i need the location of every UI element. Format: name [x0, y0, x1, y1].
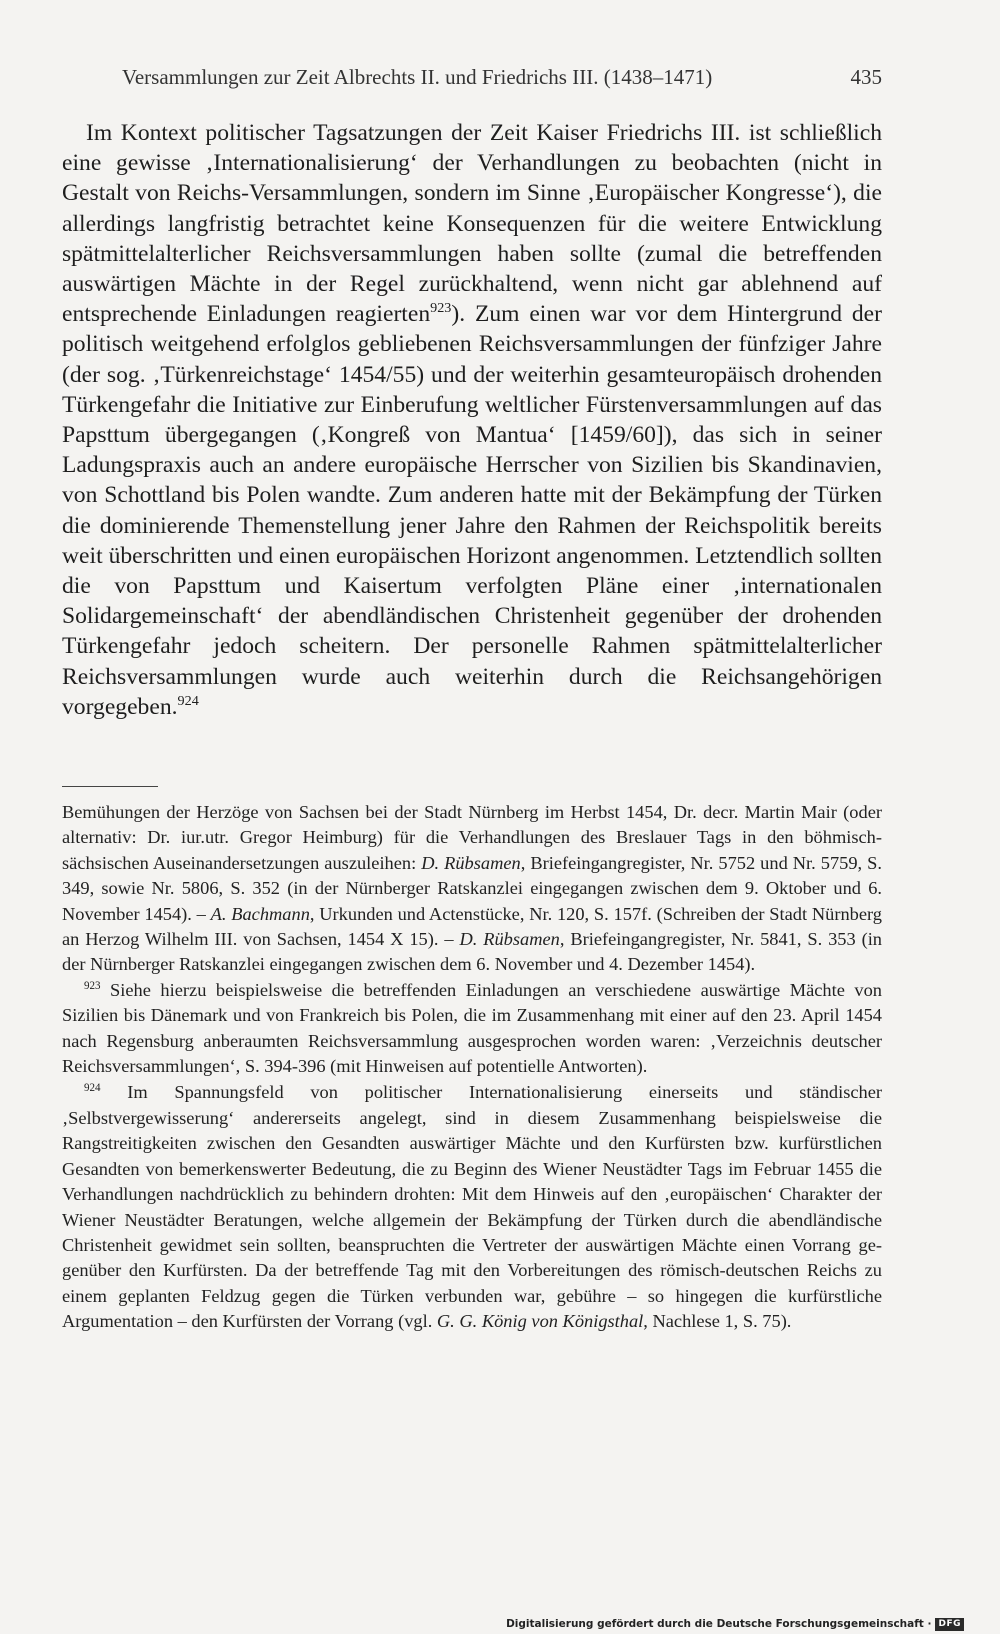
footnote-number: 923 — [84, 979, 101, 992]
main-text-part-2: ). Zum einen war vor dem Hintergrund der politisch weitgehend erfolglos gebliebenen Reichsversammlungen der fünfziger Jahre (der sog. ‚Türkenreichstage‘ 1454/55) und der weiterhin gesamteuropäisch drohenden Türkengefahr die Initiative zur Einberufung weltlicher Fürstenversammlungen auf das Papsttum übergegangen (‚Kongreß von Mantua‘ [1459/60]), das sich in seiner Ladungspraxis auch an andere europäische Herrscher von Sizilien bis Skandinavien, von Schottland bis Polen wandte. Zum anderen hatte mit der Bekämpfung der Türken die dominierende Themenstellung jener Jahre den Rahmen der Reichspolitik bereits weit überschritten und einen europäischen Horizont angenommen. Letztendlich sollten die von Papsttum und Kaisertum verfolgten Pläne einer ‚internationalen Solidargemeinschaft‘ der abendländischen Christenheit gegenüber der drohenden Türkengefahr jedoch scheitern. Der personelle Rahmen spätmittelalterlicher Reichsversammlungen wurde auch weiterhin durch die Reichsangehörigen vorgegeben. — [62, 301, 882, 720]
main-text-part-1: Im Kontext politischer Tagsatzungen der Zeit Kaiser Friedrichs III. ist schließlich eine gewisse ‚Internationalisierung‘ der Verhandlungen zu beobachten (nicht in Gestalt von Reichs-Versammlungen, sondern im Sinne ‚Europäischer Kongresse‘), die allerdings langfristig betrachtet keine Konsequenzen für die weitere Entwicklung spätmittelalterlicher Reichsversammlungen haben sollte (zumal die betreffenden auswärtigen Mächte in der Regel zurückhaltend, wenn nicht gar ablehnend auf entsprechende Einladungen reagierten — [62, 120, 882, 328]
footnote-ref-924: 924 — [177, 693, 199, 709]
author-ref: A. Bachmann — [210, 903, 310, 924]
footnote-text: Im Spannungsfeld von politischer Internationalisierung einerseits und ständischer ‚Selbstvergewisserung‘ andererseits angelegt, sind in diesem Zusammenhang beispielsweise die Rangstreitigkeiten zwischen den Gesandten auswärtiger Mächte und den Kurfürsten bzw. kurfürstlichen Gesandten von bemerkenswerter Bedeutung, die zu Beginn des Wiener Neustädter Tags im Februar 1455 die Verhandlungen nachdrücklich zu behindern drohten: Mit dem Hinweis auf den ‚europäischen‘ Charakter der Wiener Neustädter Beratungen, welche allgemein der Bekämpfung der Türken durch die abendländische Christenheit gewidmet sein sollten, beanspruchten die Vertreter der auswärtigen Mächte einen Vorrang gegenüber den Kurfürsten. Da der betreffende Tag mit den Vorbereitungen des römisch-deutschen Reichs zu einem geplanten Feldzug gegen die Türken verbunden war, gebühre – so hingegen die kurfürstliche Argumentation – den Kurfürsten der Vorrang (vgl. — [62, 1082, 882, 1332]
footnote-text: , Nachlese 1, S. 75). — [643, 1311, 792, 1332]
footnote-text: , Briefeingangregister, Nr. 5752 und Nr. 5759, S. 349, sowie Nr. 5806, S. 352 (in der Nürnberger Ratskanzlei eingegangen zwischen dem 9. Oktober und 6. November 1454). – — [62, 852, 882, 924]
page-number: 435 — [850, 65, 882, 89]
footnote-continuation — [62, 800, 882, 978]
main-text — [62, 118, 882, 722]
footnotes — [62, 800, 882, 1335]
author-ref: D. Rübsamen — [421, 852, 521, 873]
running-title: Versammlungen zur Zeit Albrechts II. und Friedrichs III. (1438–1471) — [122, 65, 713, 89]
footnote-text: , Briefeingangregister, Nr. 5841, S. 353 (in der Nürnberger Ratskanzlei eingegangen zwischen dem 6. November und 4. Dezember 1454). — [62, 929, 882, 975]
footnote-text: Siehe hierzu beispielsweise die betreffenden Einladungen an verschiedene auswärtige Mächte von Sizilien bis Dänemark und von Frankreich bis Polen, die im Zusammenhang mit einer auf den 23. April 1454 nach Regensburg anberaumten Reichsversammlung ausgesprochen worden waren: ‚Verzeichnis deutscher Reichsversammlungen‘, S. 394-396 (mit Hinweisen auf potentielle Antworten). — [62, 979, 882, 1077]
footnote-924 — [62, 1080, 882, 1334]
footnote-923 — [62, 978, 882, 1080]
main-paragraph — [62, 118, 882, 722]
author-ref: D. Rübsamen — [459, 929, 560, 950]
footnote-separator — [62, 786, 158, 787]
footnote-number: 924 — [84, 1082, 101, 1095]
footnote-text: Bemühungen der Herzöge von Sachsen bei der Stadt Nürnberg im Herbst 1454, Dr. decr. Martin Mair (oder alternativ: Dr. iur.utr. Gregor Heimburg) für die Verhandlungen des Breslauer Tags in den böhmisch-sächsischen Auseinandersetzungen auszuleihen: — [62, 802, 882, 873]
dfg-logo-icon: DFG — [935, 1618, 964, 1631]
digitization-credit — [506, 1614, 964, 1634]
footnote-text: , Urkunden und Actenstücke, Nr. 120, S. 157f. (Schreiben der Stadt Nürnberg an Herzog Wilhelm III. von Sachsen, 1454 X 15). – — [62, 903, 882, 950]
author-ref: G. G. König von Königsthal — [436, 1311, 644, 1332]
footnote-ref-923: 923 — [430, 300, 452, 317]
credit-text: Digitalisierung gefördert durch die Deutsche Forschungsgemeinschaft · — [506, 1618, 932, 1630]
